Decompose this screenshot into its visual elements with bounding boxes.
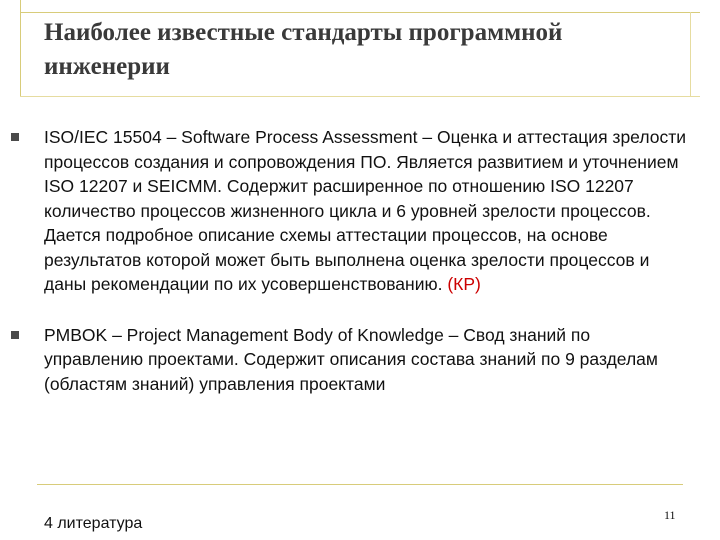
bullet-highlight: (КР)	[447, 274, 481, 294]
bullet-item-iso-15504	[0, 125, 720, 297]
square-bullet-icon	[11, 133, 19, 141]
footer-text: 4 литература	[44, 515, 143, 532]
slide-title: Наиболее известные стандарты программной инженерии	[44, 19, 563, 80]
footer-divider	[37, 484, 683, 485]
bullet-item-pmbok	[0, 323, 720, 397]
frame-line-top	[20, 12, 700, 13]
page-number: 11	[664, 508, 676, 522]
title-divider	[20, 96, 700, 97]
bullet-text: ISO/IEC 15504 – Software Process Assessment – Оценка и аттестация зрелости процессов создания и сопровождения ПО. Является развитием и уточнением ISO 12207 и SEICMM. Содержит расширенное по отношению ISO 12207 количество процессов жизненного цикла и 6 уровней зрелости процессов. Дается подробное описание схемы аттестации процессов, на основе результатов которой может быть выполнена оценка зрелости процессов и даны рекомендации по их усовершенствованию.	[44, 127, 687, 294]
frame-line-left	[20, 0, 21, 96]
bullet-text: PMBOK – Project Management Body of Knowledge – Свод знаний по управлению проектами. Содержит описания состава знаний по 9 разделам (областям знаний) управления проектами	[44, 324, 658, 394]
square-bullet-icon	[11, 331, 19, 339]
bullet-list	[0, 125, 720, 396]
frame-line-right	[690, 12, 691, 96]
